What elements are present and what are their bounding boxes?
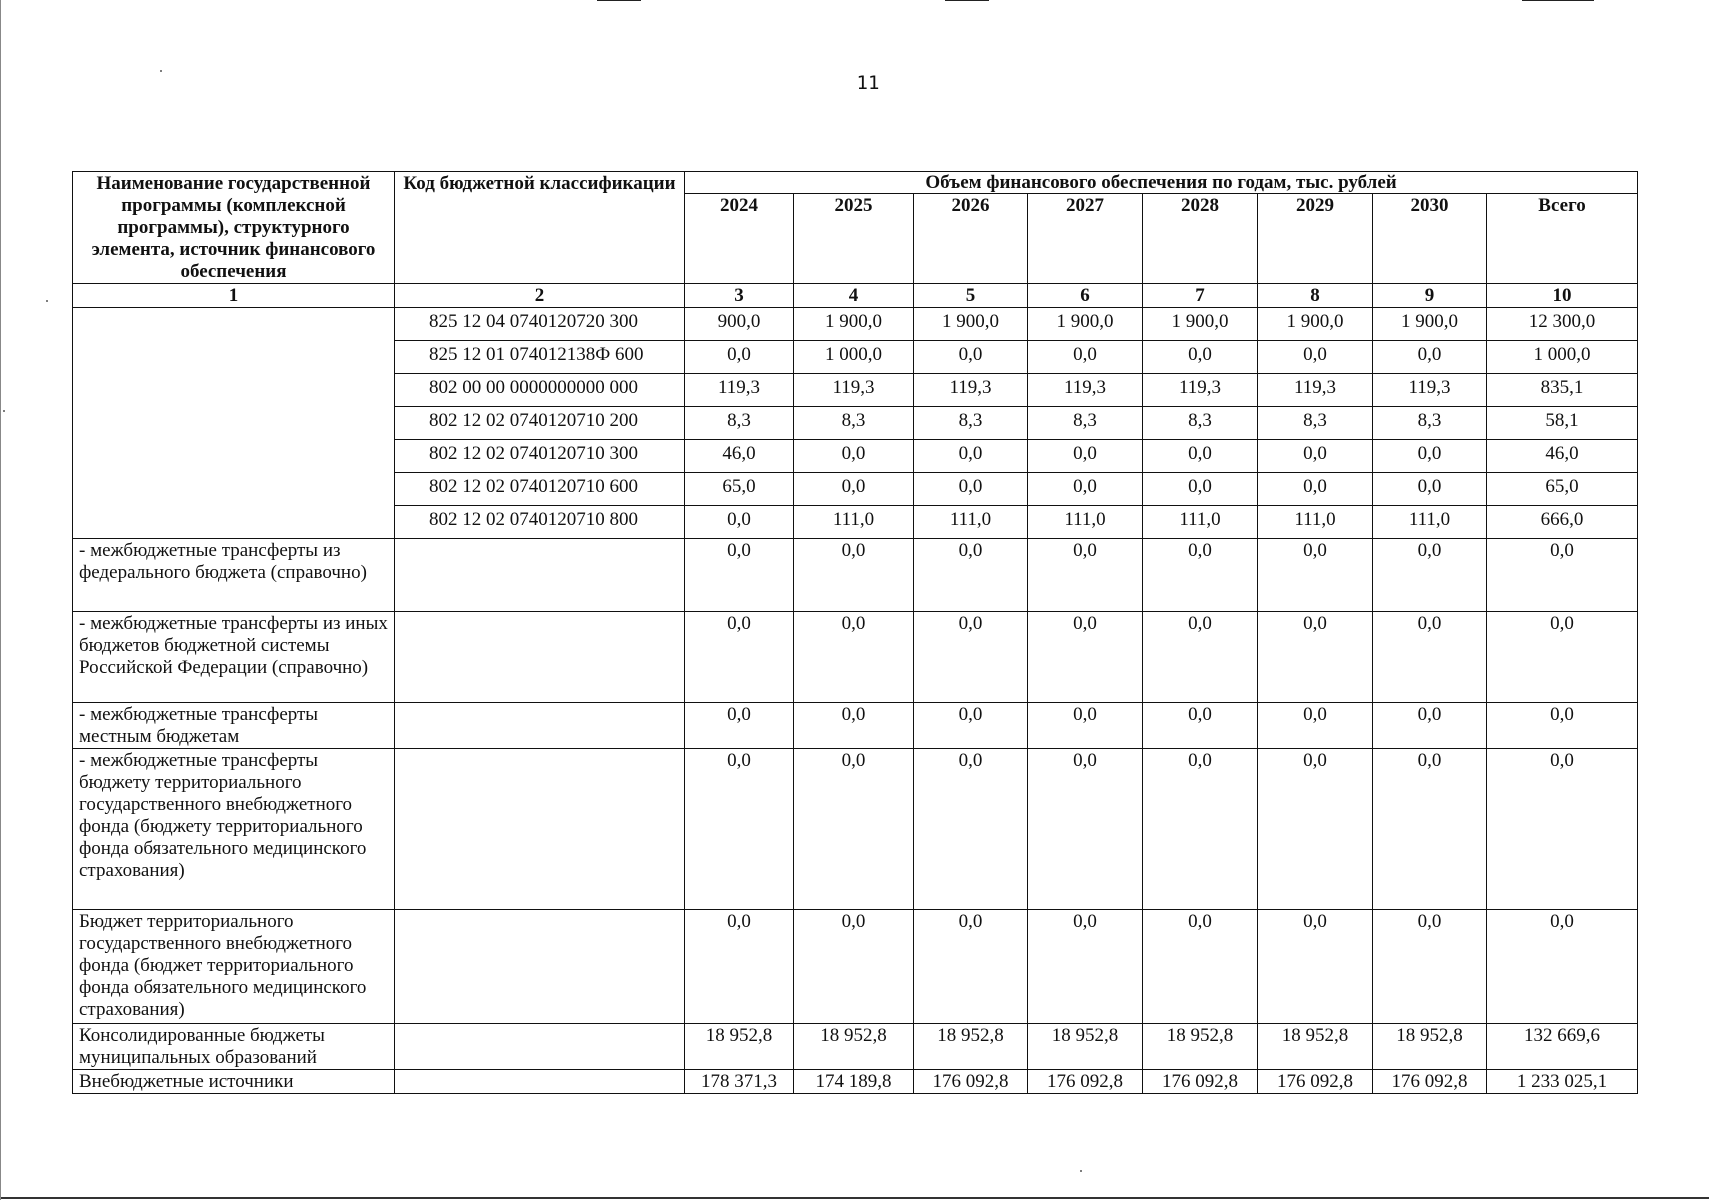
value-cell: 8,3 — [1028, 407, 1143, 440]
value-cell: 0,0 — [1258, 473, 1373, 506]
value-cell: 111,0 — [1028, 506, 1143, 539]
value-cell: 0,0 — [914, 539, 1028, 612]
value-cell: 0,0 — [685, 539, 794, 612]
value-cell: 0,0 — [794, 910, 914, 1024]
value-cell: 0,0 — [1373, 910, 1487, 1024]
column-number: 10 — [1487, 284, 1638, 308]
value-cell: 0,0 — [685, 341, 794, 374]
value-cell: 0,0 — [1373, 539, 1487, 612]
table-row — [73, 612, 1638, 703]
value-cell: 1 900,0 — [914, 308, 1028, 341]
value-cell: 0,0 — [1143, 440, 1258, 473]
value-cell: 0,0 — [1258, 539, 1373, 612]
code-cell — [395, 1070, 685, 1094]
scan-artifact — [1080, 1170, 1082, 1172]
budget-table — [72, 171, 1638, 1094]
value-cell: 111,0 — [1373, 506, 1487, 539]
total-cell: 12 300,0 — [1487, 308, 1638, 341]
header-name-cell: Наименование государственной программы (комплексной программы), структурного элемента, источник финансового обеспечения — [73, 172, 395, 284]
value-cell: 0,0 — [685, 749, 794, 910]
value-cell: 174 189,8 — [794, 1070, 914, 1094]
value-cell: 8,3 — [1373, 407, 1487, 440]
value-cell: 0,0 — [914, 612, 1028, 703]
value-cell: 18 952,8 — [1028, 1024, 1143, 1070]
table-row — [73, 749, 1638, 910]
value-cell: 18 952,8 — [1258, 1024, 1373, 1070]
value-cell: 65,0 — [685, 473, 794, 506]
value-cell: 0,0 — [914, 703, 1028, 749]
value-cell: 1 900,0 — [1373, 308, 1487, 341]
column-number: 6 — [1028, 284, 1143, 308]
value-cell: 0,0 — [685, 612, 794, 703]
total-cell: 0,0 — [1487, 749, 1638, 910]
value-cell: 0,0 — [1028, 341, 1143, 374]
total-cell: 65,0 — [1487, 473, 1638, 506]
value-cell: 0,0 — [1373, 703, 1487, 749]
value-cell: 176 092,8 — [1373, 1070, 1487, 1094]
header-row — [73, 172, 1638, 194]
value-cell: 111,0 — [794, 506, 914, 539]
total-cell: 46,0 — [1487, 440, 1638, 473]
header-volume-cell: Объем финансового обеспечения по годам, тыс. рублей — [685, 172, 1638, 194]
value-cell: 0,0 — [1028, 749, 1143, 910]
value-cell: 176 092,8 — [1028, 1070, 1143, 1094]
column-number: 8 — [1258, 284, 1373, 308]
code-cell: 802 00 00 0000000000 000 — [395, 374, 685, 407]
value-cell: 0,0 — [1143, 473, 1258, 506]
value-cell: 18 952,8 — [794, 1024, 914, 1070]
value-cell: 0,0 — [1258, 612, 1373, 703]
value-cell: 0,0 — [685, 506, 794, 539]
value-cell: 0,0 — [685, 703, 794, 749]
value-cell: 0,0 — [1028, 440, 1143, 473]
total-cell: 0,0 — [1487, 910, 1638, 1024]
total-cell: 0,0 — [1487, 612, 1638, 703]
scan-artifact — [3, 410, 5, 412]
value-cell: 8,3 — [1143, 407, 1258, 440]
value-cell: 0,0 — [1373, 612, 1487, 703]
value-cell: 176 092,8 — [914, 1070, 1028, 1094]
value-cell: 119,3 — [794, 374, 914, 407]
value-cell: 0,0 — [1143, 341, 1258, 374]
value-cell: 176 092,8 — [1258, 1070, 1373, 1094]
column-number: 1 — [73, 284, 395, 308]
value-cell: 0,0 — [1373, 341, 1487, 374]
value-cell: 0,0 — [794, 703, 914, 749]
total-cell: 1 233 025,1 — [1487, 1070, 1638, 1094]
value-cell: 18 952,8 — [1373, 1024, 1487, 1070]
table-row — [73, 910, 1638, 1024]
total-cell: 58,1 — [1487, 407, 1638, 440]
value-cell: 1 900,0 — [1143, 308, 1258, 341]
code-cell — [395, 749, 685, 910]
scan-artifact — [0, 1197, 1709, 1199]
table-row — [73, 1024, 1638, 1070]
value-cell: 119,3 — [1028, 374, 1143, 407]
value-cell: 0,0 — [1143, 749, 1258, 910]
total-cell: 1 000,0 — [1487, 341, 1638, 374]
value-cell: 0,0 — [914, 749, 1028, 910]
value-cell: 119,3 — [1373, 374, 1487, 407]
value-cell: 1 900,0 — [1258, 308, 1373, 341]
source-name-cell: - межбюджетные трансферты местным бюджетам — [73, 703, 395, 749]
value-cell: 0,0 — [1258, 703, 1373, 749]
value-cell: 0,0 — [1143, 910, 1258, 1024]
source-name-cell: Бюджет территориального государственного внебюджетного фонда (бюджет территориального фонда обязательного медицинского страхования) — [73, 910, 395, 1024]
value-cell: 18 952,8 — [1143, 1024, 1258, 1070]
value-cell: 18 952,8 — [685, 1024, 794, 1070]
source-name-cell: Консолидированные бюджеты муниципальных образований — [73, 1024, 395, 1070]
column-number: 7 — [1143, 284, 1258, 308]
code-cell: 825 12 04 0740120720 300 — [395, 308, 685, 341]
value-cell: 119,3 — [1258, 374, 1373, 407]
value-cell: 0,0 — [914, 341, 1028, 374]
value-cell: 0,0 — [1143, 539, 1258, 612]
value-cell: 0,0 — [794, 440, 914, 473]
code-cell: 802 12 02 0740120710 300 — [395, 440, 685, 473]
value-cell: 0,0 — [1028, 539, 1143, 612]
value-cell: 0,0 — [685, 910, 794, 1024]
total-cell: 835,1 — [1487, 374, 1638, 407]
value-cell: 46,0 — [685, 440, 794, 473]
scan-artifact — [0, 0, 1, 1200]
total-cell: 0,0 — [1487, 539, 1638, 612]
value-cell: 1 900,0 — [794, 308, 914, 341]
value-cell: 119,3 — [1143, 374, 1258, 407]
value-cell: 111,0 — [914, 506, 1028, 539]
value-cell: 0,0 — [794, 612, 914, 703]
value-cell: 8,3 — [1258, 407, 1373, 440]
table-row — [73, 1070, 1638, 1094]
value-cell: 0,0 — [794, 539, 914, 612]
source-name-cell: Внебюджетные источники — [73, 1070, 395, 1094]
value-cell: 0,0 — [1028, 910, 1143, 1024]
value-cell: 0,0 — [1373, 473, 1487, 506]
header-year-2028: 2028 — [1143, 194, 1258, 284]
header-year-2029: 2029 — [1258, 194, 1373, 284]
scan-artifact — [945, 0, 989, 1]
value-cell: 0,0 — [1258, 749, 1373, 910]
value-cell: 1 900,0 — [1028, 308, 1143, 341]
value-cell: 0,0 — [1258, 341, 1373, 374]
column-number: 5 — [914, 284, 1028, 308]
value-cell: 0,0 — [914, 910, 1028, 1024]
value-cell: 0,0 — [1143, 612, 1258, 703]
value-cell: 900,0 — [685, 308, 794, 341]
header-code-cell: Код бюджетной классификации — [395, 172, 685, 284]
header-year-2030: 2030 — [1373, 194, 1487, 284]
value-cell: 0,0 — [914, 473, 1028, 506]
value-cell: 0,0 — [1373, 749, 1487, 910]
value-cell: 0,0 — [1028, 612, 1143, 703]
value-cell: 111,0 — [1258, 506, 1373, 539]
source-name-cell: - межбюджетные трансферты из федерального бюджета (справочно) — [73, 539, 395, 612]
code-cell: 802 12 02 0740120710 800 — [395, 506, 685, 539]
code-cell — [395, 612, 685, 703]
code-cell: 802 12 02 0740120710 200 — [395, 407, 685, 440]
column-number: 4 — [794, 284, 914, 308]
code-cell: 802 12 02 0740120710 600 — [395, 473, 685, 506]
value-cell: 176 092,8 — [1143, 1070, 1258, 1094]
column-numbers-row — [73, 284, 1638, 308]
header-year-2025: 2025 — [794, 194, 914, 284]
header-total: Всего — [1487, 194, 1638, 284]
total-cell: 132 669,6 — [1487, 1024, 1638, 1070]
scan-artifact — [160, 70, 162, 72]
value-cell: 0,0 — [1258, 910, 1373, 1024]
value-cell: 111,0 — [1143, 506, 1258, 539]
table-row — [73, 308, 1638, 341]
value-cell: 0,0 — [1143, 703, 1258, 749]
value-cell: 119,3 — [914, 374, 1028, 407]
value-cell: 18 952,8 — [914, 1024, 1028, 1070]
value-cell: 0,0 — [794, 473, 914, 506]
column-number: 3 — [685, 284, 794, 308]
value-cell: 0,0 — [1028, 473, 1143, 506]
column-number: 2 — [395, 284, 685, 308]
source-name-cell: - межбюджетные трансферты из иных бюджетов бюджетной системы Российской Федерации (справочно) — [73, 612, 395, 703]
source-name-cell: - межбюджетные трансферты бюджету территориального государственного внебюджетного фонда (бюджету территориального фонда обязательного медицинского страхования) — [73, 749, 395, 910]
total-cell: 666,0 — [1487, 506, 1638, 539]
code-cell — [395, 910, 685, 1024]
value-cell: 8,3 — [685, 407, 794, 440]
value-cell: 8,3 — [794, 407, 914, 440]
code-cell: 825 12 01 074012138Ф 600 — [395, 341, 685, 374]
scan-artifact — [597, 0, 641, 1]
scan-artifact — [46, 300, 48, 302]
value-cell: 8,3 — [914, 407, 1028, 440]
code-cell — [395, 539, 685, 612]
header-year-2027: 2027 — [1028, 194, 1143, 284]
table-row — [73, 539, 1638, 612]
header-year-2024: 2024 — [685, 194, 794, 284]
value-cell: 119,3 — [685, 374, 794, 407]
scan-artifact — [1522, 0, 1594, 1]
code-cell — [395, 1024, 685, 1070]
value-cell: 178 371,3 — [685, 1070, 794, 1094]
value-cell: 0,0 — [1258, 440, 1373, 473]
empty-name-cell — [73, 308, 395, 539]
header-year-2026: 2026 — [914, 194, 1028, 284]
code-cell — [395, 703, 685, 749]
table-row — [73, 703, 1638, 749]
value-cell: 0,0 — [1028, 703, 1143, 749]
page-number: 11 — [856, 72, 880, 94]
value-cell: 1 000,0 — [794, 341, 914, 374]
total-cell: 0,0 — [1487, 703, 1638, 749]
value-cell: 0,0 — [914, 440, 1028, 473]
value-cell: 0,0 — [1373, 440, 1487, 473]
value-cell: 0,0 — [794, 749, 914, 910]
column-number: 9 — [1373, 284, 1487, 308]
